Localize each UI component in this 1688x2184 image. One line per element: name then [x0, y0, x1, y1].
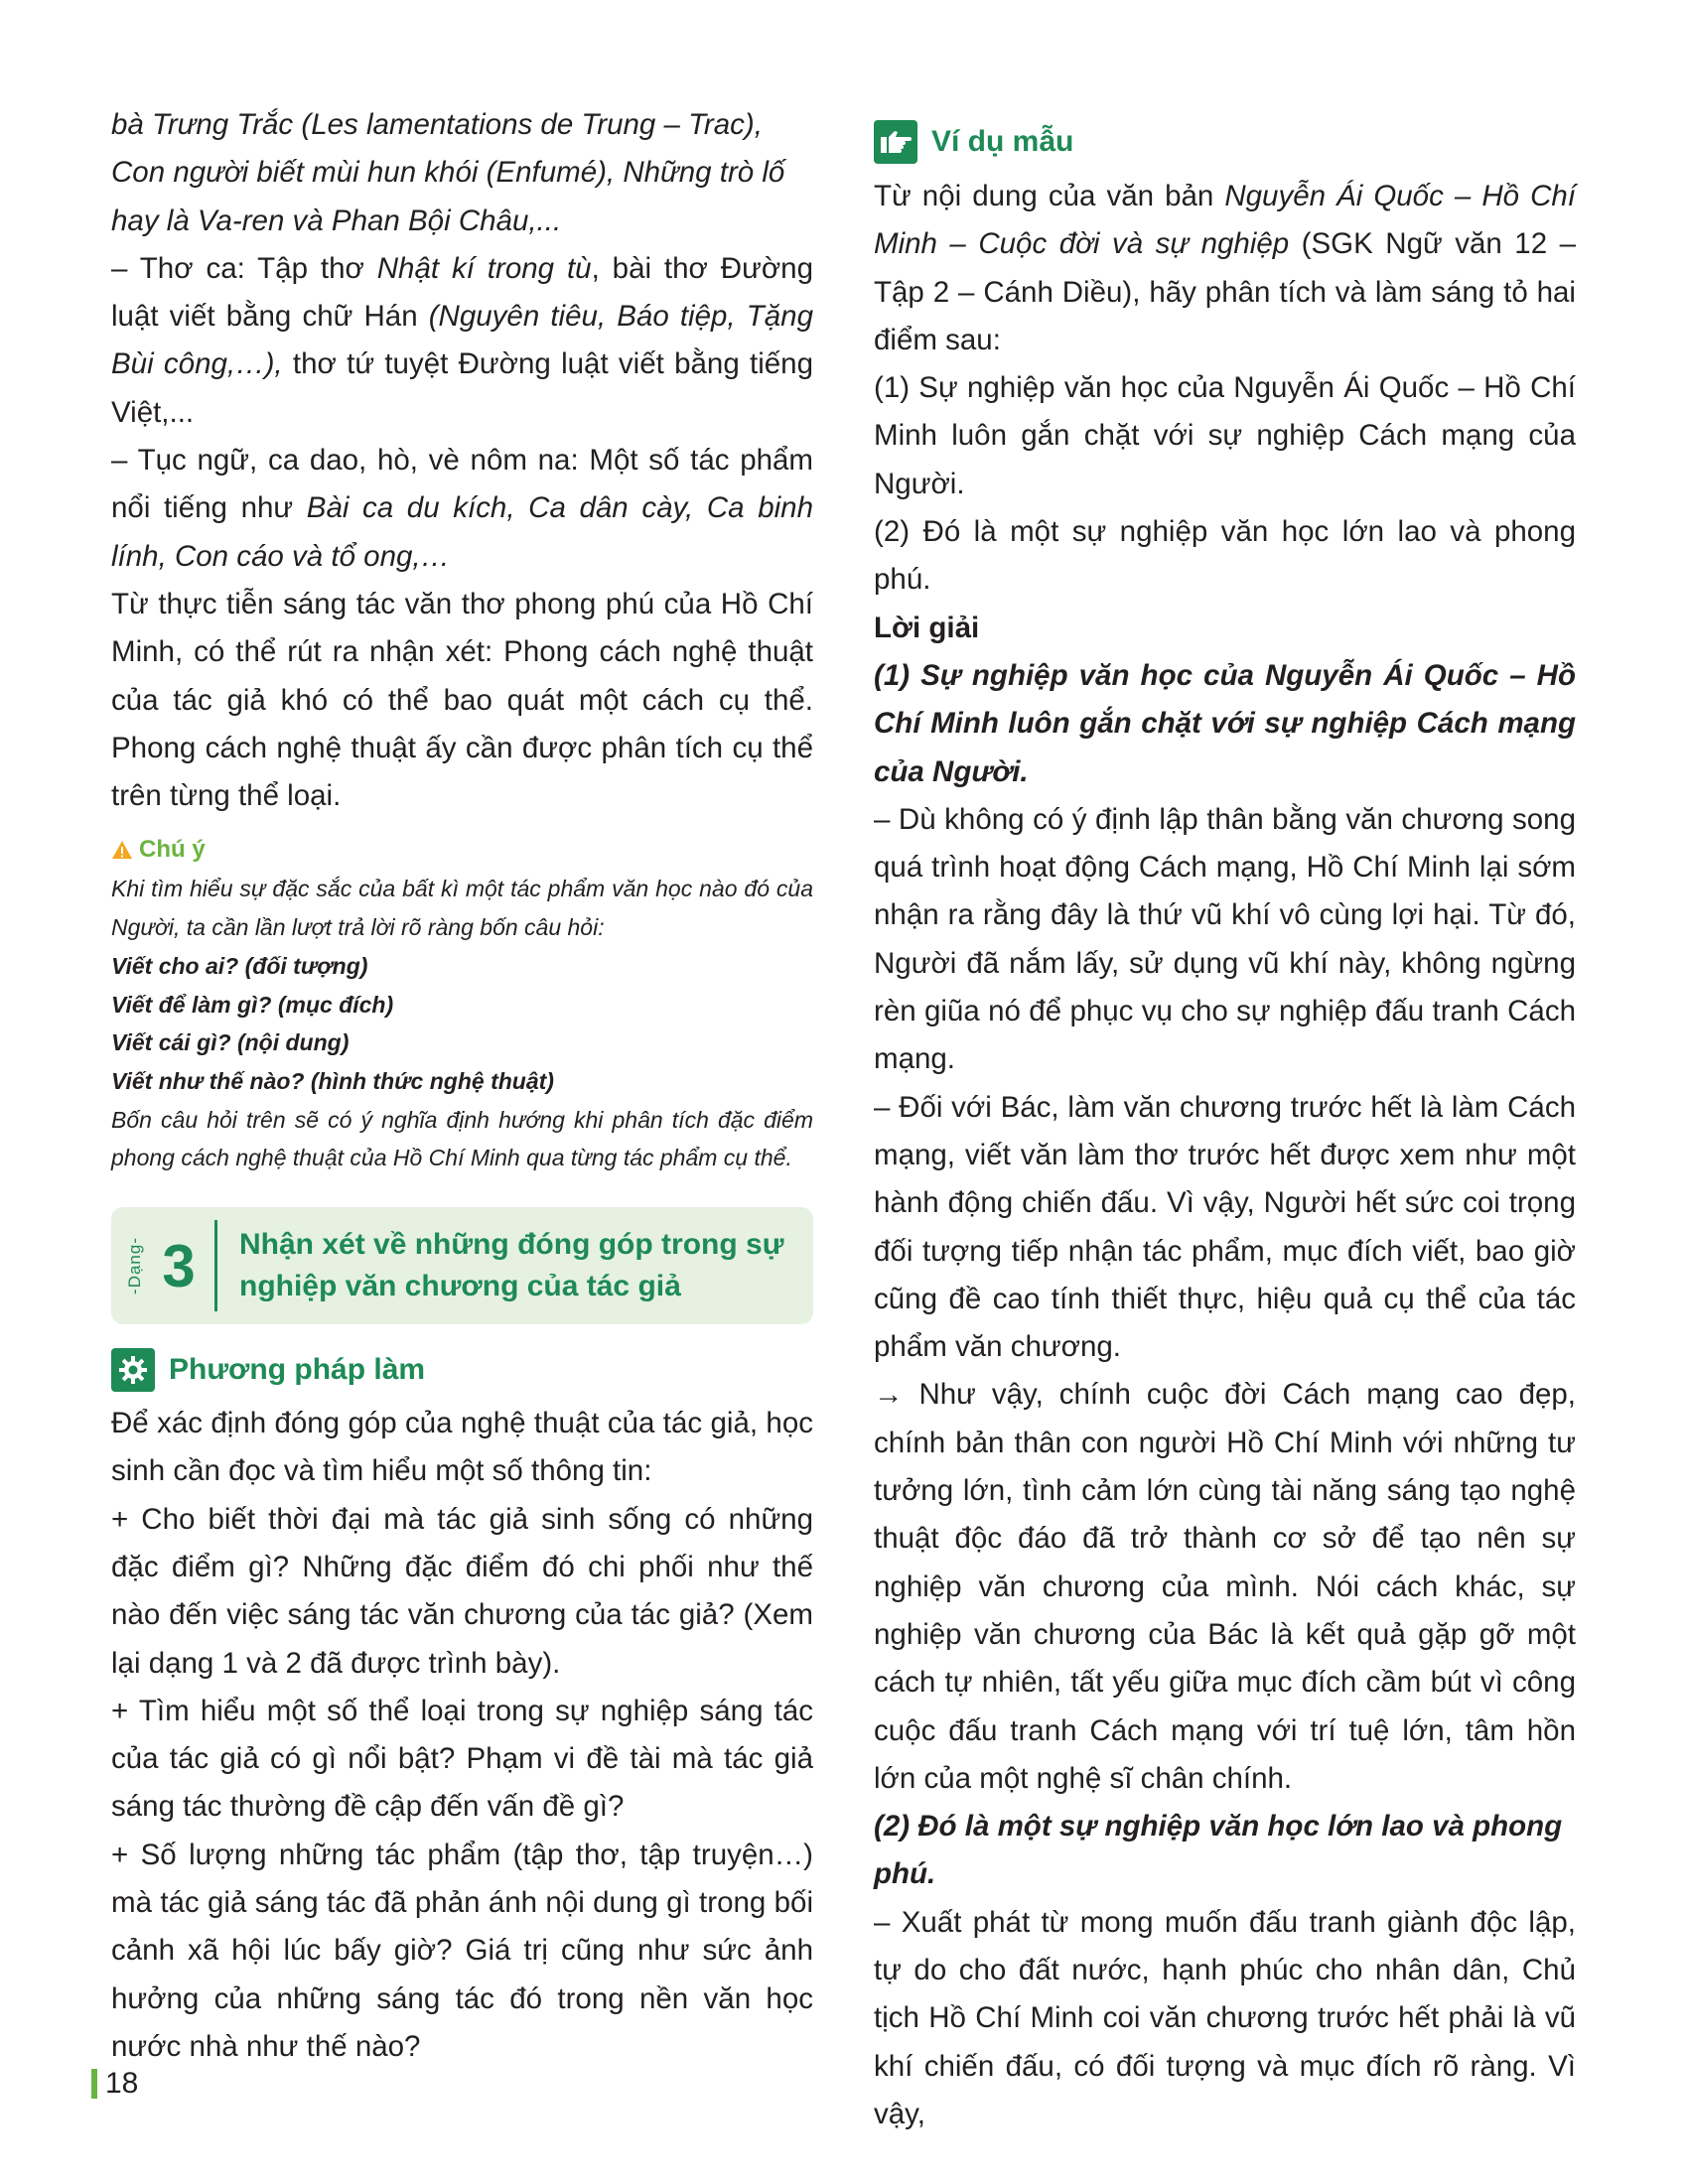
solution-2-heading: (2) Đó là một sự nghiệp văn học lớn lao và phong phú. — [874, 1810, 1563, 1891]
method-heading — [111, 1348, 813, 1392]
question-point-1: (1) Sự nghiệp văn học của Nguyễn Ái Quốc – Hồ Chí Minh luôn gắn chặt với sự nghiệp Cách mạng của Người. — [874, 371, 1576, 500]
solution-1-heading: (1) Sự nghiệp văn học của Nguyễn Ái Quốc – Hồ Chí Minh luôn gắn chặt với sự nghiệp Cách mạng của Người. — [874, 658, 1576, 788]
note-heading — [111, 830, 813, 870]
conclusion-paragraph: Từ thực tiễn sáng tác văn thơ phong phú của Hồ Chí Minh, có thể rút ra nhận xét: Phong cách nghệ thuật của tác giả khó có thể bao quát một cách cụ thể. Phong cách nghệ thuật ấy cần được phân tích cụ thể trên từng thể loại. — [111, 587, 813, 813]
dang-tag: -Dạng- — [125, 1237, 144, 1296]
right-column — [874, 117, 1576, 2138]
method-bullet-2: + Tìm hiểu một số thể loại trong sự nghiệp sáng tác của tác giả có gì nổi bật? Phạm vi đề tài mà tác giả sáng tác thường đề cập đến vấn đề gì? — [111, 1694, 813, 1824]
intro-line-3: hay là Va-ren và Phan Bội Châu,... — [111, 204, 562, 237]
dang-title: Nhận xét về những đóng góp trong sự nghiệp văn chương của tác giả — [239, 1228, 784, 1303]
intro-line-1: bà Trưng Trắc (Les lamentations de Trung – Trac), — [111, 108, 763, 141]
page-number-text: 18 — [105, 2067, 139, 2100]
note-question-3: Viết cái gì? (nội dung) — [111, 1029, 350, 1056]
method-label: Phương pháp làm — [169, 1353, 426, 1387]
gear-icon — [111, 1348, 155, 1392]
question-paragraph: Từ nội dung của văn bản Nguyễn Ái Quốc – Hồ Chí Minh – Cuộc đời và sự nghiệp (SGK Ngữ văn 12 – Tập 2 – Cánh Diều), hãy phân tích và làm sáng tỏ hai điểm sau: — [874, 180, 1577, 356]
tuc-ngu-paragraph: – Tục ngữ, ca dao, hò, vè nôm na: Một số tác phẩm nổi tiếng như Bài ca du kích, Ca dân cày, Ca binh lính, Con cáo và tổ ong,… — [111, 444, 813, 573]
note-question-1: Viết cho ai? (đối tượng) — [111, 952, 368, 979]
intro-line-2: Con người biết mùi hun khói (Enfumé), Những trò lố — [111, 156, 785, 190]
intro-paragraph — [111, 101, 813, 245]
note-question-2: Viết để làm gì? (mục đích) — [111, 991, 394, 1018]
solution-1-paragraph-2: – Đối với Bác, làm văn chương trước hết là làm Cách mạng, viết văn làm thơ trước hết được xem như một hành động chiến đấu. Vì vậy, Người hết sức coi trọng đối tượng tiếp nhận tác phẩm, mục đích viết, bao giờ cũng đề cao tính thiết thực, hiệu quả cụ thể của tác phẩm văn chương. — [874, 1090, 1576, 1364]
question-point-2: (2) Đó là một sự nghiệp văn học lớn lao và phong phú. — [874, 515, 1576, 597]
note-intro: Khi tìm hiểu sự đặc sắc của bất kì một tác phẩm văn học nào đó của Người, ta cần lần lượt trả lời rõ ràng bốn câu hỏi: — [111, 876, 813, 941]
note-outro: Bốn câu hỏi trên sẽ có ý nghĩa định hướng khi phân tích đặc điểm phong cách nghệ thuật của Hồ Chí Minh qua từng tác phẩm cụ thể. — [111, 1106, 813, 1171]
dang-separator — [214, 1220, 217, 1311]
solution-label: Lời giải — [874, 611, 980, 644]
note-question-4: Viết như thế nào? (hình thức nghệ thuật) — [111, 1067, 554, 1094]
method-bullet-3: + Số lượng những tác phẩm (tập thơ, tập truyện…) mà tác giả sáng tác đã phản ánh nội dung gì trong bối cảnh xã hội lúc bấy giờ? Giá trị cũng như sức ảnh hưởng của những sáng tác đó trong nền văn học nước nhà như thế nào? — [111, 1838, 813, 2063]
note-title: Chú ý — [139, 836, 206, 864]
warning-icon — [111, 840, 133, 860]
method-bullet-1: + Cho biết thời đại mà tác giả sinh sống có những đặc điểm gì? Những đặc điểm đó chi phối như thế nào đến việc sáng tác văn chương của tác giả? (Xem lại dạng 1 và 2 đã được trình bày). — [111, 1502, 813, 1680]
solution-1-paragraph-1: – Dù không có ý định lập thân bằng văn chương song quá trình hoạt động Cách mạng, Hồ Chí Minh lại sớm nhận ra rằng đây là thứ vũ khí vô cùng lợi hại. Từ đó, Người đã nắm lấy, sử dụng vũ khí này, không ngừng rèn giũa nó để phục vụ cho sự nghiệp đấu tranh Cách mạng. — [874, 802, 1576, 1076]
dang-number: 3 — [162, 1232, 196, 1299]
left-column — [111, 101, 813, 2071]
pointing-hand-icon — [874, 120, 917, 164]
tho-ca-paragraph: – Thơ ca: Tập thơ Nhật kí trong tù, bài thơ Đường luật viết bằng chữ Hán (Nguyên tiêu, Báo tiệp, Tặng Bùi công,…), thơ tứ tuyệt Đường luật viết bằng tiếng Việt,... — [111, 251, 813, 429]
example-heading — [874, 117, 1576, 167]
example-label: Ví dụ mẫu — [931, 125, 1074, 158]
dang-3-box — [111, 1207, 813, 1324]
page-number-bar — [91, 2069, 97, 2099]
method-intro: Để xác định đóng góp của nghệ thuật của tác giả, học sinh cần đọc và tìm hiểu một số thông tin: — [111, 1407, 813, 1488]
page-number — [91, 2067, 138, 2101]
solution-1-paragraph-3: → Như vậy, chính cuộc đời Cách mạng cao đẹp, chính bản thân con người Hồ Chí Minh với những tư tưởng lớn, tình cảm lớn cùng tài năng sáng tạo nghệ thuật độc đáo đã trở thành cơ sở để tạo nên sự nghiệp văn chương của mình. Nói cách khác, sự nghiệp văn chương của Bác là kết quả gặp gỡ một cách tự nhiên, tất yếu giữa mục đích cầm bút vì công cuộc đấu tranh Cách mạng với trí tuệ lớn, tâm hồn lớn của một nghệ sĩ chân chính. — [874, 1378, 1576, 1795]
solution-2-paragraph-1: – Xuất phát từ mong muốn đấu tranh giành độc lập, tự do cho đất nước, hạnh phúc cho nhân dân, Chủ tịch Hồ Chí Minh coi văn chương trước hết phải là vũ khí chiến đấu, có đối tượng và mục đích rõ ràng. Vì vậy, — [874, 1905, 1576, 2130]
